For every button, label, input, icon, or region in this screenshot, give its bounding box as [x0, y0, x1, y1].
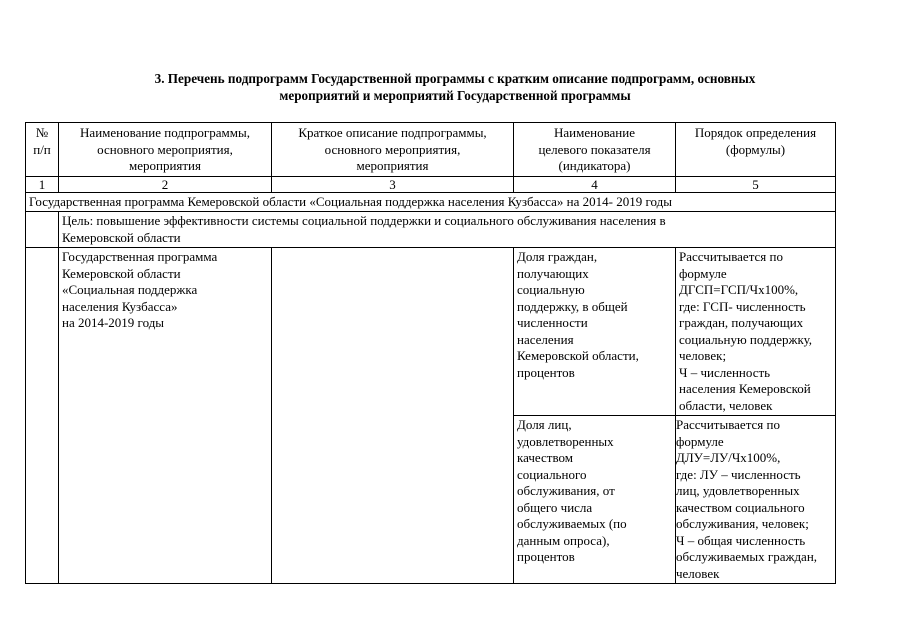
program-name-cell: Государственная программа Кемеровской области «Социальная поддержка населения Кузбасса» на 2014-2019 годы — [59, 248, 272, 584]
description-cell — [272, 248, 514, 584]
empty-cell — [26, 248, 59, 584]
header-number: № п/п — [26, 123, 59, 177]
column-number: 5 — [676, 176, 836, 192]
program-row — [26, 192, 836, 212]
column-number: 2 — [59, 176, 272, 192]
program-title-cell: Государственная программа Кемеровской области «Социальная поддержка населения Кузбасса» на 2014- 2019 годы — [26, 192, 836, 212]
header-formula: Порядок определения (формулы) — [676, 123, 836, 177]
header-name: Наименование подпрограммы, основного мероприятия, мероприятия — [59, 123, 272, 177]
goal-row — [26, 212, 836, 248]
indicator-formula-cell: Рассчитывается по формуле ДЛУ=ЛУ/Чх100%, где: ЛУ – численность лиц, удовлетворенных качеством социального обслуживания, человек; Ч – общая численность обслуживаемых граждан, человек — [676, 416, 836, 584]
header-description: Краткое описание подпрограммы, основного мероприятия, мероприятия — [272, 123, 514, 177]
title-line-1: 3. Перечень подпрограмм Государственной программы с кратким описание подпрограмм, основных — [154, 71, 756, 86]
table-header-row — [26, 123, 836, 177]
column-numbers-row — [26, 176, 836, 192]
title-line-2: мероприятий и мероприятий Государственной программы — [279, 88, 631, 103]
subprograms-table — [25, 122, 836, 584]
table-row — [26, 248, 836, 416]
indicator-name-cell: Доля граждан, получающих социальную поддержку, в общей численности населения Кемеровской области, процентов — [514, 248, 676, 416]
column-number: 4 — [514, 176, 676, 192]
goal-cell: Цель: повышение эффективности системы социальной поддержки и социального обслуживания населения в Кемеровской области — [59, 212, 836, 248]
empty-cell — [26, 212, 59, 248]
column-number: 1 — [26, 176, 59, 192]
document-title — [60, 70, 850, 104]
header-indicator: Наименование целевого показателя (индикатора) — [514, 123, 676, 177]
column-number: 3 — [272, 176, 514, 192]
indicator-name-cell: Доля лиц, удовлетворенных качеством социального обслуживания, от общего числа обслуживаемых (по данным опроса), процентов — [514, 416, 676, 584]
indicator-formula-cell: Рассчитывается по формуле ДГСП=ГСП/Чх100%, где: ГСП- численность граждан, получающих социальную поддержку, человек; Ч – численность населения Кемеровской области, человек — [676, 248, 836, 416]
